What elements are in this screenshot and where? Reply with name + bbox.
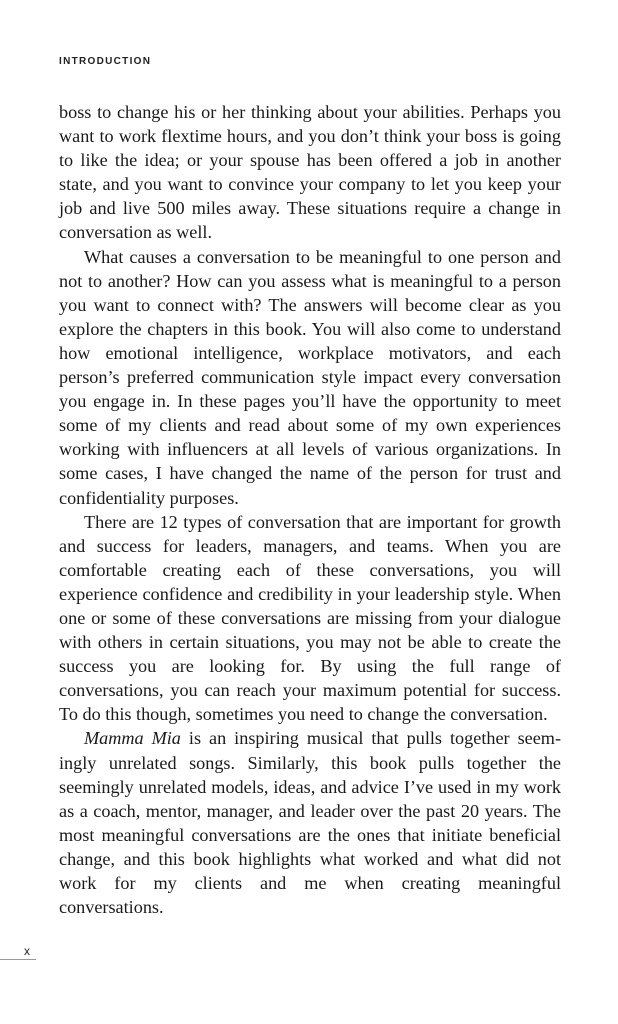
body-text <box>59 100 561 919</box>
page-number: x <box>24 944 30 958</box>
paragraph-3: There are 12 types of conversation that are important for growth and success for leaders, managers, and teams. When you are comfortable creating each of these conversations, you will experience confidence and credibility in your leadership style. When one or some of these conversations are missing from your dialogue with others in certain situations, you may not be able to create the success you are looking for. By using the full range of conversations, you can reach your maximum potential for success. To do this though, sometimes you need to change the conversation. <box>59 511 561 725</box>
folio-rule <box>0 959 36 960</box>
page-number-area <box>0 944 36 960</box>
running-head: INTRODUCTION <box>59 56 152 67</box>
book-title-italic: Mamma Mia <box>84 728 181 749</box>
paragraph-4-text: is an inspiring musical that pulls together seemingly unrelated songs. Similarly, this book pulls together the seemingly unrelated models, ideas, and advice I’ve used in my work as a coach, mentor, manager, and leader over the past 20 years. The most meaningful conversations are the ones that initiate beneficial change, and this book highlights what worked and what did not work for my clients and me when creating meaningful conversations. <box>59 728 562 918</box>
paragraph-2: What causes a conversation to be meaningful to one person and not to another? How can you assess what is meaningful to a person you want to connect with? The answers will become clear as you explore the chapters in this book. You will also come to understand how emotional intelligence, workplace motivators, and each person’s preferred communication style impact every conversation you engage in. In these pages you’ll have the opportunity to meet some of my clients and read about some of my own experiences working with influencers at all levels of various organizations. In some cases, I have changed the name of the person for trust and confidentiality purposes. <box>59 246 561 508</box>
paragraph-4 <box>59 726 561 919</box>
paragraph-1: boss to change his or her thinking about your abilities. Perhaps you want to work flextime hours, and you don’t think your boss is going to like the idea; or your spouse has been offered a job in another state, and you want to convince your company to let you keep your job and live 500 miles away. These situations require a change in conversation as well. <box>59 102 561 243</box>
